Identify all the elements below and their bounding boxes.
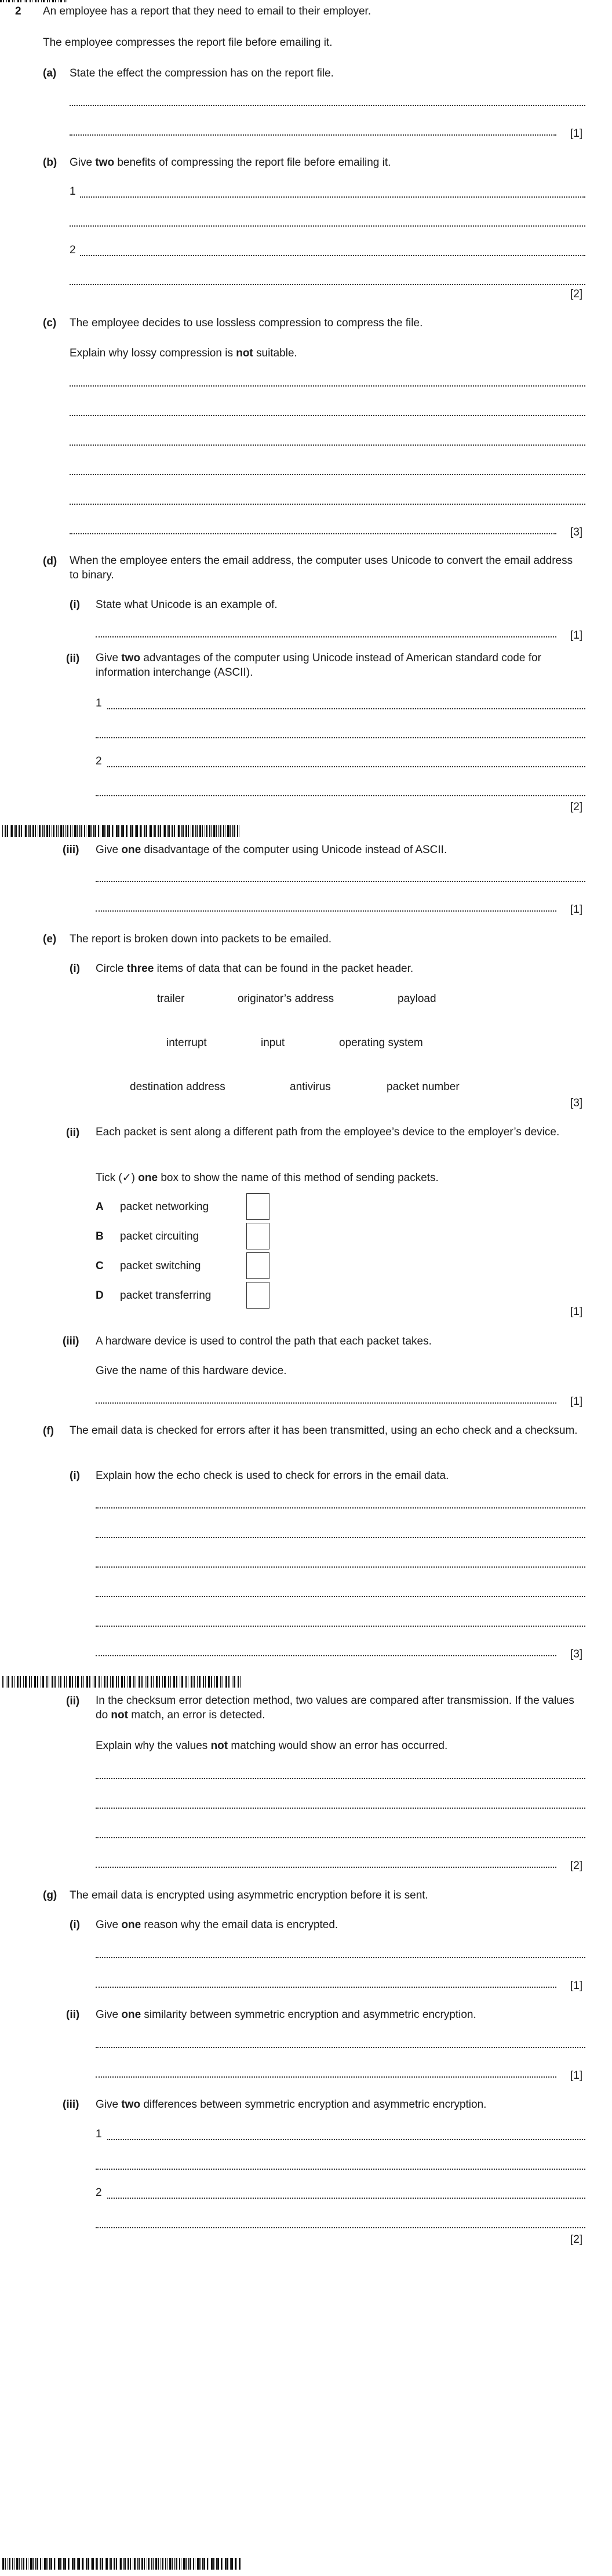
mark-allocation: [2] — [570, 1860, 583, 1872]
part-g-iii-label: (iii) — [63, 2098, 79, 2111]
mark-allocation: [3] — [570, 526, 583, 538]
answer-line[interactable] — [96, 910, 556, 912]
mark-allocation: [3] — [570, 1097, 583, 1109]
tick-box-b[interactable] — [246, 1223, 269, 1249]
question-intro-1: An employee has a report that they need to email to their employer. — [43, 5, 371, 17]
answer-line[interactable] — [70, 134, 556, 136]
circle-option[interactable]: antivirus — [290, 1081, 331, 1093]
answer-number-2: 2 — [96, 2187, 102, 2199]
part-f-ii-text-2: Explain why the values not matching would show an error has occurred. — [96, 1740, 448, 1752]
answer-line[interactable] — [107, 766, 585, 767]
mark-allocation: [1] — [570, 1396, 583, 1408]
part-e-iii-text: A hardware device is used to control the path that each packet takes. — [96, 1335, 432, 1347]
choice-letter: A — [96, 1201, 104, 1213]
answer-line[interactable] — [96, 1507, 585, 1509]
question-intro-2: The employee compresses the report file before emailing it. — [43, 37, 333, 49]
part-c-label: (c) — [43, 317, 57, 329]
part-e-iii-label: (iii) — [63, 1335, 79, 1347]
answer-number-2: 2 — [70, 244, 76, 256]
answer-line[interactable] — [96, 1596, 585, 1597]
answer-line[interactable] — [70, 105, 585, 106]
mark-allocation: [2] — [570, 2233, 583, 2246]
answer-line[interactable] — [70, 504, 585, 505]
circle-option[interactable]: payload — [398, 993, 436, 1005]
top-barcode — [0, 0, 70, 2]
answer-line[interactable] — [96, 2169, 585, 2170]
part-g-i-text: Give one reason why the email data is encrypted. — [96, 1919, 338, 1931]
answer-line[interactable] — [107, 2139, 585, 2140]
part-f-label: (f) — [43, 1425, 54, 1437]
part-e-iii-text-2: Give the name of this hardware device. — [96, 1365, 287, 1377]
mark-allocation: [1] — [570, 1980, 583, 1992]
part-d-i-text: State what Unicode is an example of. — [96, 599, 278, 611]
choice-label: packet networking — [120, 1201, 209, 1213]
answer-line[interactable] — [70, 474, 585, 475]
part-g-label: (g) — [43, 1889, 57, 1901]
answer-line[interactable] — [96, 1402, 556, 1404]
mark-allocation: [1] — [570, 629, 583, 642]
answer-line[interactable] — [96, 1778, 585, 1779]
answer-line[interactable] — [96, 737, 585, 738]
tick-box-a[interactable] — [246, 1193, 269, 1220]
mark-allocation: [1] — [570, 903, 583, 916]
part-f-ii-text: In the checksum error detection method, two values are compared after transmission. If the values do not match, an error is detected. — [96, 1695, 574, 1721]
part-a-label: (a) — [43, 67, 57, 79]
part-d-label: (d) — [43, 555, 57, 567]
answer-line[interactable] — [96, 881, 585, 882]
choice-label: packet switching — [120, 1260, 201, 1272]
circle-option[interactable]: packet number — [387, 1081, 460, 1093]
part-f-i-label: (i) — [70, 1470, 80, 1482]
part-e-ii-text-2: Tick (✓) one box to show the name of this method of sending packets. — [96, 1172, 439, 1184]
answer-line[interactable] — [107, 2198, 585, 2199]
answer-number-2: 2 — [96, 755, 102, 767]
answer-line[interactable] — [96, 2076, 556, 2078]
part-g-text: The email data is encrypted using asymmetric encryption before it is sent. — [70, 1889, 428, 1901]
answer-line[interactable] — [96, 1867, 556, 1868]
choice-label: packet circuiting — [120, 1230, 199, 1243]
mark-allocation: [3] — [570, 1648, 583, 1660]
part-e-ii-text: Each packet is sent along a different path from the employee’s device to the employer’s device. — [96, 1126, 560, 1138]
mark-allocation: [1] — [570, 127, 583, 140]
choice-letter: B — [96, 1230, 104, 1243]
answer-line[interactable] — [96, 1837, 585, 1838]
part-g-ii-text: Give one similarity between symmetric encryption and asymmetric encryption. — [96, 2009, 476, 2021]
page-barcode — [2, 1676, 243, 1688]
answer-line[interactable] — [96, 1655, 556, 1656]
answer-line[interactable] — [96, 1537, 585, 1538]
circle-option[interactable]: input — [261, 1037, 285, 1049]
answer-line[interactable] — [107, 708, 585, 709]
answer-line[interactable] — [96, 1987, 556, 1988]
answer-line[interactable] — [96, 2047, 585, 2048]
circle-option[interactable]: operating system — [339, 1037, 423, 1049]
part-e-ii-label: (ii) — [66, 1127, 80, 1139]
mark-allocation: [1] — [570, 1306, 583, 1318]
mark-allocation: [1] — [570, 2069, 583, 2082]
choice-letter: D — [96, 1289, 104, 1302]
circle-option[interactable]: originator’s address — [238, 993, 334, 1005]
answer-line[interactable] — [96, 636, 556, 637]
part-d-i-label: (i) — [70, 599, 80, 611]
part-d-ii-text: Give two advantages of the computer using Unicode instead of American standard code for information interchange (ASCII). — [96, 652, 541, 679]
part-c-text: The employee decides to use lossless compression to compress the file. — [70, 317, 423, 329]
answer-line[interactable] — [80, 255, 585, 256]
answer-number-1: 1 — [96, 2128, 102, 2140]
answer-line[interactable] — [96, 1957, 585, 1958]
part-e-i-label: (i) — [70, 963, 80, 975]
part-d-text: When the employee enters the email address, the computer uses Unicode to convert the email address to binary. — [70, 555, 573, 581]
answer-line[interactable] — [70, 225, 585, 227]
answer-number-1: 1 — [70, 185, 76, 198]
answer-line[interactable] — [70, 415, 585, 416]
page-barcode — [2, 2558, 243, 2570]
answer-line[interactable] — [70, 284, 585, 285]
part-e-i-text: Circle three items of data that can be found in the packet header. — [96, 963, 414, 975]
question-number: 2 — [15, 5, 21, 17]
tick-box-c[interactable] — [246, 1252, 269, 1279]
part-g-i-label: (i) — [70, 1919, 80, 1931]
circle-option[interactable]: interrupt — [166, 1037, 207, 1049]
part-f-text: The email data is checked for errors after it has been transmitted, using an echo check and a checksum. — [70, 1424, 578, 1437]
tick-box-d[interactable] — [246, 1282, 269, 1309]
part-g-ii-label: (ii) — [66, 2009, 80, 2021]
part-e-label: (e) — [43, 933, 57, 945]
part-b-label: (b) — [43, 156, 57, 169]
part-f-i-text: Explain how the echo check is used to check for errors in the email data. — [96, 1470, 449, 1482]
part-d-ii-label: (ii) — [66, 653, 80, 665]
answer-line[interactable] — [70, 444, 585, 446]
answer-line[interactable] — [96, 1808, 585, 1809]
choice-letter: C — [96, 1260, 104, 1272]
choice-label: packet transferring — [120, 1289, 212, 1302]
circle-option[interactable]: destination address — [130, 1081, 225, 1093]
answer-line[interactable] — [70, 533, 556, 534]
part-c-text-2: Explain why lossy compression is not suitable. — [70, 347, 297, 359]
circle-option[interactable]: trailer — [157, 993, 185, 1005]
part-d-iii-label: (iii) — [63, 844, 79, 856]
answer-line[interactable] — [70, 385, 585, 387]
mark-allocation: [2] — [570, 801, 583, 813]
part-b-text: Give two benefits of compressing the report file before emailing it. — [70, 156, 391, 169]
answer-number-1: 1 — [96, 697, 102, 709]
answer-line[interactable] — [96, 1626, 585, 1627]
part-e-text: The report is broken down into packets to be emailed. — [70, 933, 332, 945]
page-barcode — [2, 825, 243, 837]
answer-line[interactable] — [80, 196, 585, 198]
answer-line[interactable] — [96, 2227, 585, 2228]
part-a-text: State the effect the compression has on the report file. — [70, 67, 334, 79]
part-f-ii-label: (ii) — [66, 1695, 80, 1707]
answer-line[interactable] — [96, 795, 585, 796]
mark-allocation: [2] — [570, 288, 583, 300]
part-d-iii-text: Give one disadvantage of the computer using Unicode instead of ASCII. — [96, 844, 447, 856]
answer-line[interactable] — [96, 1566, 585, 1568]
part-g-iii-text: Give two differences between symmetric encryption and asymmetric encryption. — [96, 2098, 487, 2111]
